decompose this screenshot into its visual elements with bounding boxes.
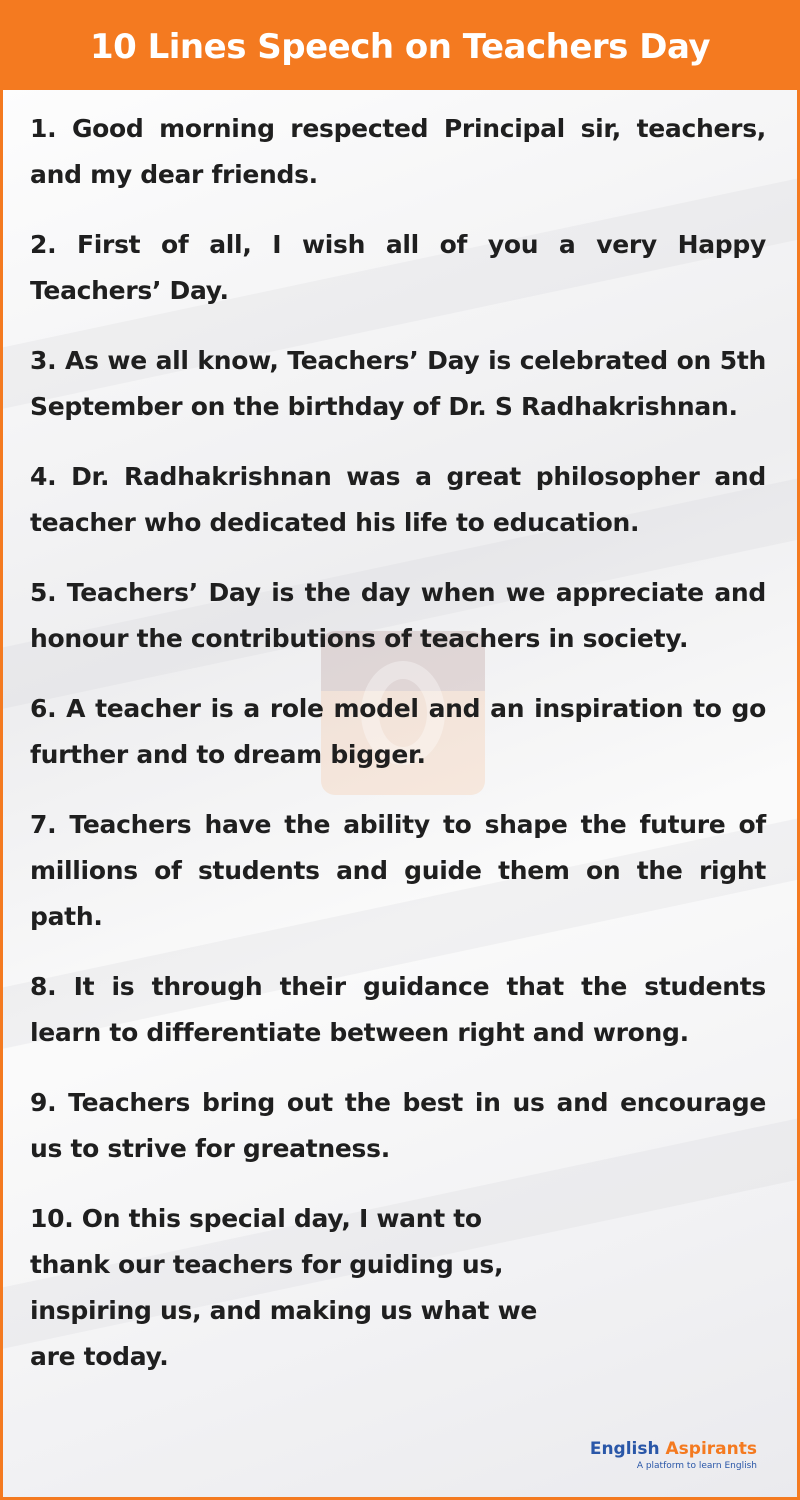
speech-line-7: 7. Teachers have the ability to shape the future of millions of students and guide them on the right path. bbox=[30, 810, 766, 931]
speech-line-8: 8. It is through their guidance that the students learn to differentiate between right and wrong. bbox=[30, 972, 766, 1047]
speech-line-2: 2. First of all, I wish all of you a very Happy Teachers’ Day. bbox=[30, 230, 766, 305]
brand-name bbox=[590, 1438, 757, 1460]
speech-lines bbox=[30, 106, 766, 1404]
page-title: 10 Lines Speech on Teachers Day bbox=[89, 26, 711, 67]
speech-line-10: 10. On this special day, I want to thank our teachers for guiding us, inspiring us, and making us what we are today. bbox=[30, 1204, 538, 1371]
brand-name-aspirants: Aspirants bbox=[665, 1439, 757, 1459]
speech-line-1: 1. Good morning respected Principal sir, teachers, and my dear friends. bbox=[30, 114, 766, 189]
speech-line-9: 9. Teachers bring out the best in us and encourage us to strive for greatness. bbox=[30, 1088, 766, 1163]
brand-name-english: English bbox=[589, 1439, 660, 1459]
speech-line-6: 6. A teacher is a role model and an inspiration to go further and to dream bigger. bbox=[30, 694, 766, 769]
brand-logo bbox=[590, 1438, 757, 1472]
speech-line-4: 4. Dr. Radhakrishnan was a great philosopher and teacher who dedicated his life to education. bbox=[30, 462, 766, 537]
speech-line-3: 3. As we all know, Teachers’ Day is celebrated on 5th September on the birthday of Dr. S Radhakrishnan. bbox=[30, 346, 766, 421]
speech-line-5: 5. Teachers’ Day is the day when we appreciate and honour the contributions of teachers in society. bbox=[30, 578, 766, 653]
brand-tagline: A platform to learn English bbox=[636, 1461, 757, 1471]
title-banner bbox=[3, 3, 797, 90]
